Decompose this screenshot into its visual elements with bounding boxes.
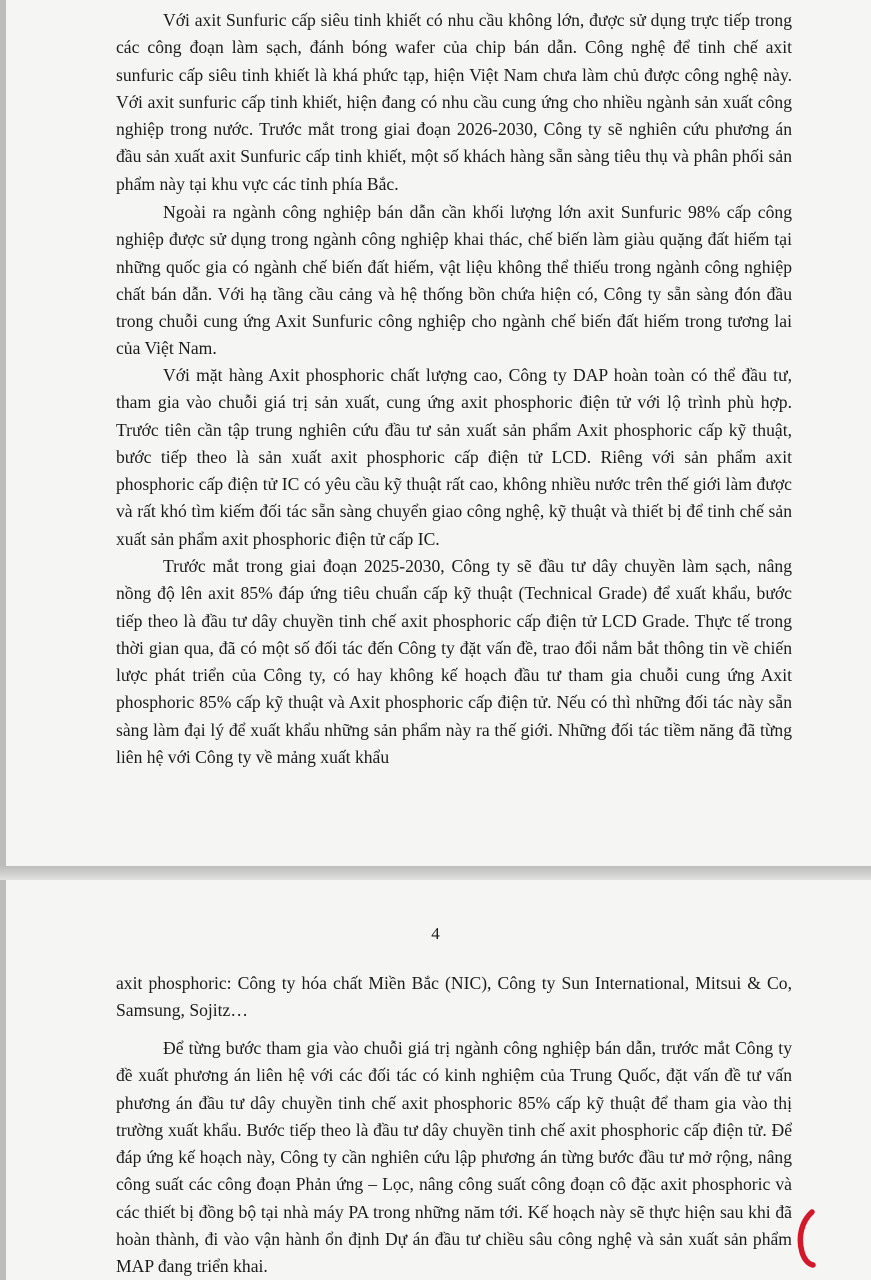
- page-number: 4: [431, 924, 440, 943]
- paragraph-sulfuric-ultra-pure: Với axit Sunfuric cấp siêu tinh khiết có nhu cầu không lớn, được sử dụng trực tiếp trong các công đoạn làm sạch, đánh bóng wafer của chip bán dẫn. Công nghệ để tinh chế axit sunfuric cấp siêu tinh khiết là khá phức tạp, hiện Việt Nam chưa làm chủ được công nghệ này. Với axit sunfuric cấp tinh khiết, hiện đang có nhu cầu cung ứng cho nhiều ngành sản xuất công nghiệp trong nước. Trước mắt trong giai đoạn 2026-2030, Công ty sẽ nghiên cứu phương án đầu sản xuất axit Sunfuric cấp tinh khiết, một số khách hàng sẵn sàng tiêu thụ và phân phối sản phẩm này tại khu vực các tỉnh phía Bắc.: [116, 10, 792, 194]
- paragraph-sulfuric-industrial: Ngoài ra ngành công nghiệp bán dẫn cần khối lượng lớn axit Sunfuric 98% cấp công nghiệp được sử dụng trong ngành công nghiệp khai thác, chế biến làm giàu quặng đất hiếm tại những quốc gia có ngành chế biến đất hiếm, vật liệu không thể thiếu trong ngành công nghiệp chất bán dẫn. Với hạ tầng cầu cảng và hệ thống bồn chứa hiện có, Công ty sẵn sàng đón đầu trong chuỗi cung ứng Axit Sunfuric công nghiệp cho ngành chế biến đất hiếm trong tương lai của Việt Nam.: [116, 202, 792, 359]
- paragraph-phosphoric-plan-2025-2030: Trước mắt trong giai đoạn 2025-2030, Công ty sẽ đầu tư dây chuyền làm sạch, nâng nồng độ lên axit 85% đáp ứng tiêu chuẩn cấp kỹ thuật (Technical Grade) để xuất khẩu, bước tiếp theo là đầu tư dây chuyền tinh chế axit phosphoric cấp điện tử LCD Grade. Thực tế trong thời gian qua, đã có một số đối tác đến Công ty đặt vấn đề, trao đổi nắm bắt thông tin về chiến lược phát triển của Công ty, có hay không kế hoạch đầu tư tham gia chuỗi cung ứng Axit phosphoric 85% cấp kỹ thuật và Axit phosphoric cấp điện tử. Nếu có thì những đối tác này sẵn sàng làm đại lý để xuất khẩu những sản phẩm này ra thế giới. Những đối tác tiềm năng đã từng liên hệ với Công ty về mảng xuất khẩu: [116, 556, 792, 768]
- paragraph-phosphoric-high-quality: Với mặt hàng Axit phosphoric chất lượng cao, Công ty DAP hoàn toàn có thể đầu tư, tham gia vào chuỗi giá trị sản xuất, cung ứng axit phosphoric điện tử với lộ trình phù hợp. Trước tiên cần tập trung nghiên cứu đầu tư sản xuất sản phẩm Axit phosphoric cấp kỹ thuật, bước tiếp theo là sản xuất axit phosphoric cấp điện tử LCD. Riêng với sản phẩm axit phosphoric cấp điện tử IC có yêu cầu kỹ thuật rất cao, không nhiều nước trên thế giới làm được và rất khó tìm kiếm đối tác sẵn sàng chuyển giao công nghệ, kỹ thuật và thiết bị để tinh chế sản xuất sản phẩm axit phosphoric điện tử cấp IC.: [116, 365, 792, 549]
- page-separator: [0, 866, 871, 880]
- paragraph-semiconductor-value-chain: Để từng bước tham gia vào chuỗi giá trị ngành công nghiệp bán dẫn, trước mắt Công ty đề xuất phương án liên hệ với các đối tác có kinh nghiệm của Trung Quốc, đặt vấn đề tư vấn phương án đầu tư dây chuyền tinh chế axit phosphoric 85% cấp kỹ thuật để tham gia vào thị trường xuất khẩu. Bước tiếp theo là đầu tư dây chuyền tinh chế axit phosphoric cấp điện tử. Để đáp ứng kế hoạch này, Công ty cần nghiên cứu lập phương án từng bước đầu tư mở rộng, nâng công suất các công đoạn Phản ứng – Lọc, nâng công suất công đoạn cô đặc axit phosphoric và các thiết bị đồng bộ tại nhà máy PA trong những năm tới. Kế hoạch này sẽ thực hiện sau khi đã hoàn thành, đi vào vận hành ổn định Dự án đầu tư chiều sâu công nghệ và sản xuất sản phẩm MAP đang triển khai.: [116, 1038, 792, 1277]
- red-pen-bracket-mark: [793, 1208, 819, 1268]
- paragraph-phosphoric-partners: axit phosphoric: Công ty hóa chất Miền Bắc (NIC), Công ty Sun International, Mitsui & Co, Samsung, Sojitz…: [116, 973, 792, 1021]
- document-page-bottom: [6, 880, 871, 1280]
- document-page-top: [6, 0, 871, 866]
